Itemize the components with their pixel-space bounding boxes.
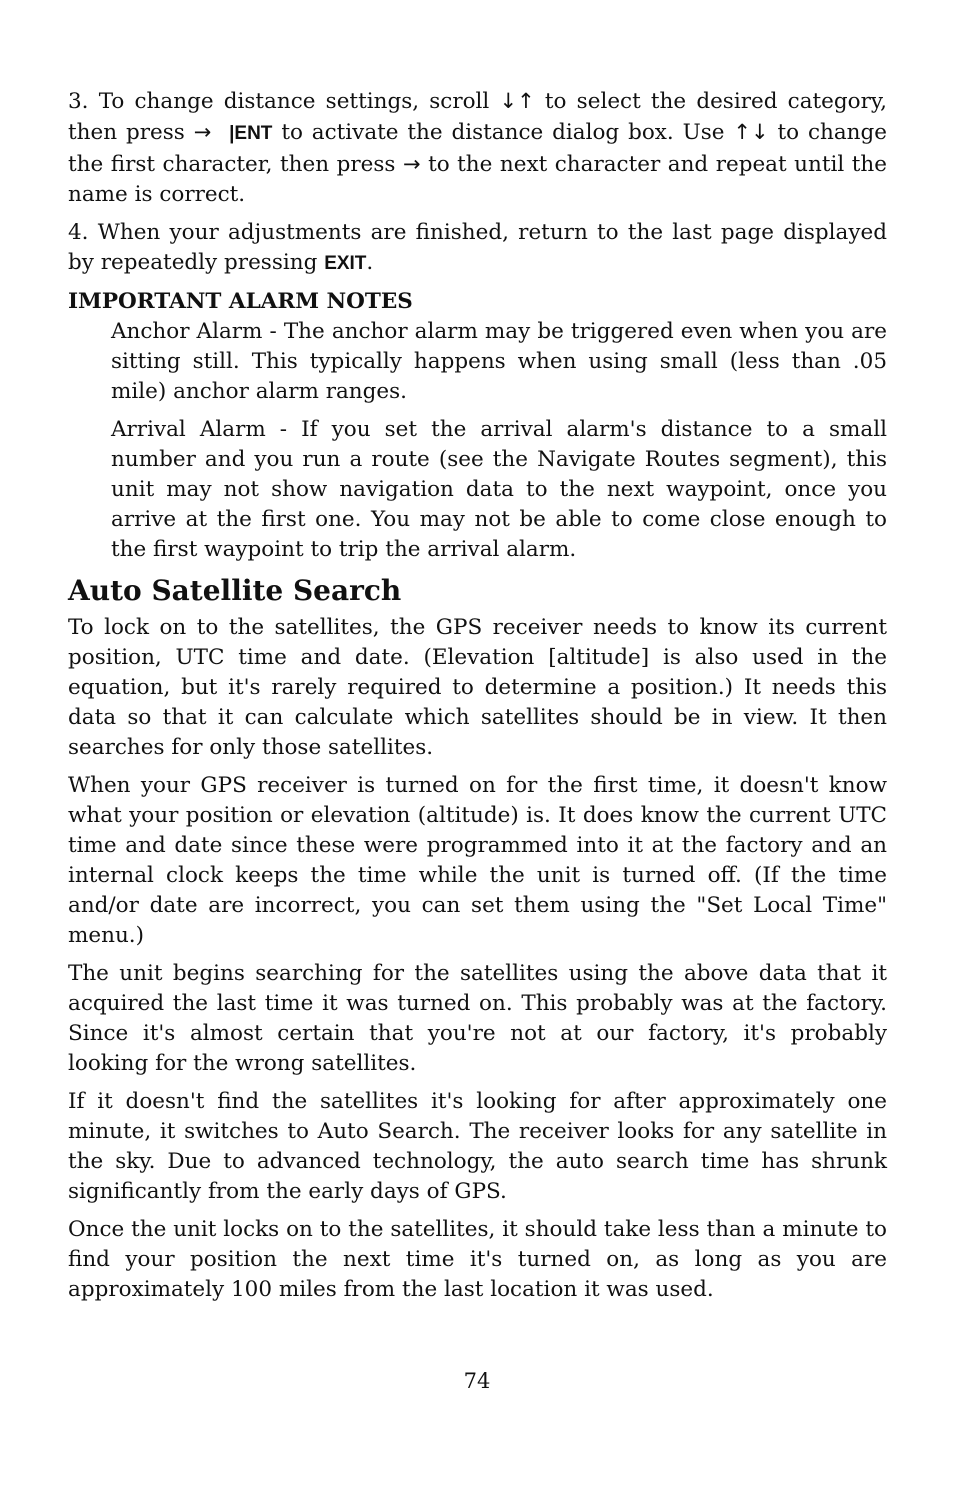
arrow-right-icon: →: [193, 120, 212, 144]
arrow-down-up-icon: ↓↑: [499, 89, 535, 113]
arrival-alarm-note: Arrival Alarm - If you set the arrival alarm's distance to a small number and you run a route (see the Navigate Routes segment), this unit may not show navigation data to the next waypoint, once you arrive at the first one. You may not be able to come close enough to the first waypoint to trip the arrival alarm.: [111, 417, 887, 562]
body-paragraph: Once the unit locks on to the satellites, it should take less than a minute to find your position the next time it's turned on, as long as you are approximately 100 miles from the last location it was used.: [68, 1217, 887, 1302]
body-paragraph: If it doesn't find the satellites it's looking for after approximately one minute, it switches to Auto Search. The receiver looks for any satellite in the sky. Due to advanced technology, the auto search time has shrunk significantly from the early days of GPS.: [68, 1089, 887, 1204]
body-paragraph: To lock on to the satellites, the GPS receiver needs to know its current position, UTC time and date. (Elevation [altitude] is also used in the equation, but it's rarely required to determine a position.) It needs this data so that it can calculate which satellites should be in view. It then searches for only those satellites.: [68, 615, 887, 760]
anchor-alarm-note: Anchor Alarm - The anchor alarm may be triggered even when you are sitting still. This typically happens when using small (less than .05 mile) anchor alarm ranges.: [111, 319, 887, 404]
arrow-up-down-icon: ↑↓: [733, 120, 769, 144]
step-3-text-1: 3. To change distance settings, scroll: [68, 89, 500, 114]
body-paragraph: When your GPS receiver is turned on for the first time, it doesn't know what your position or elevation (altitude) is. It does know the current UTC time and date since these were programmed into it at the factory and an internal clock keeps the time while the unit is turned off. (If the time and/or date are incorrect, you can set them using the "Set Local Time" menu.): [68, 773, 887, 948]
step-4-paragraph: [68, 218, 887, 279]
alarm-notes-heading: IMPORTANT ALARM NOTES: [68, 289, 413, 314]
ent-key-label: |ENT: [229, 123, 273, 144]
page-number: 74: [463, 1369, 491, 1393]
section-title: Auto Satellite Search: [68, 574, 402, 607]
exit-key-label: EXIT: [324, 253, 367, 274]
step-3-text-5: to the next character and repeat until the name is correct.: [68, 152, 887, 207]
step-4-text-1: 4. When your adjustments are finished, return to the last page displayed by repeatedly pressing: [68, 220, 887, 275]
step-3-text-3: to activate the distance dialog box. Use: [272, 120, 734, 145]
step-3-text-4: to change the first character, then press: [68, 120, 888, 177]
body-paragraph: The unit begins searching for the satellites using the above data that it acquired the last time it was turned on. This probably was at the factory. Since it's almost certain that you're not at our factory, it's probably looking for the wrong satellites.: [68, 961, 887, 1076]
step-4-text-2: .: [366, 250, 374, 275]
step-3-paragraph: [68, 86, 887, 210]
page-content: [68, 86, 887, 1313]
step-3-text-2: to select the desired category, then press: [68, 89, 888, 145]
arrow-right-icon: →: [402, 152, 421, 176]
